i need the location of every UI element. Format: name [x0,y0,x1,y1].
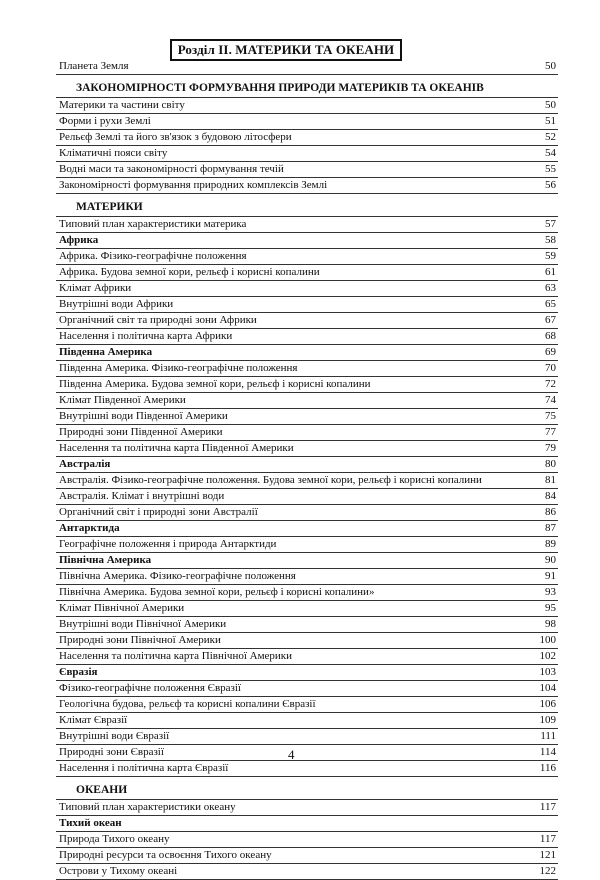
toc-row [56,601,558,617]
toc-row [56,473,558,489]
toc-entry-title: Внутрішні води Північної Америки [59,618,227,630]
toc-entry-page: 103 [539,666,556,678]
toc-entry-title: Австралія. Фізико-географічне положення. Будова земної кори, рельєф і корисні копалини [59,474,482,486]
toc-heading [56,80,558,98]
toc-row [56,162,558,178]
section-title: Розділ II. МАТЕРИКИ ТА ОКЕАНИ [170,39,402,61]
toc-row [56,505,558,521]
toc-row [56,848,558,864]
toc-entry-title: Північна Америка. Будова земної кори, рельєф і корисні копалини» [59,586,375,598]
toc-row [56,633,558,649]
toc-row [56,537,558,553]
toc-entry-title: ЗАКОНОМІРНОСТІ ФОРМУВАННЯ ПРИРОДИ МАТЕРИКІВ ТА ОКЕАНІВ [76,82,484,94]
toc-entry-page: 84 [545,490,556,502]
toc-entry-title: Африка. Фізико-географічне положення [59,250,247,262]
toc-entry-title: Геологічна будова, рельєф та корисні копалини Євразії [59,698,316,710]
toc-entry-title: Кліматичні пояси світу [59,147,168,159]
toc-entry-page: 109 [539,714,556,726]
toc-entry-title: Населення та політична карта Північної Америки [59,650,293,662]
toc-row [56,697,558,713]
toc-entry-title: Євразія [59,666,98,678]
toc-row [56,265,558,281]
toc-row [56,313,558,329]
toc-row [56,114,558,130]
toc-entry-page: 68 [545,330,556,342]
toc-entry-title: Африка [59,234,99,246]
toc-entry-page: 114 [539,746,556,758]
toc-row [56,729,558,745]
toc-entry-title: Природні зони Південної Америки [59,426,223,438]
toc-entry-page: 121 [539,849,556,861]
toc-entry-title: ОКЕАНИ [76,784,128,796]
toc-row [56,649,558,665]
toc-entry-page: 54 [545,147,556,159]
toc-entry-page: 59 [545,250,556,262]
toc-row [56,249,558,265]
toc-entry-page: 65 [545,298,556,310]
toc-entry-title: Географічне положення і природа Антарктиди [59,538,277,550]
toc-entry-title: Антарктида [59,522,120,534]
toc-entry-title: Населення та політична карта Південної Америки [59,442,294,454]
toc-row [56,59,558,75]
toc-entry-page: 52 [545,131,556,143]
toc-entry-page: 91 [545,570,556,582]
toc-entry-page: 95 [545,602,556,614]
toc-entry-title: Природні зони Північної Америки [59,634,221,646]
toc-entry-page: 75 [545,410,556,422]
toc-entry-title: Типовий план характеристики материка [59,218,247,230]
toc-entry-title: Австралія [59,458,111,470]
toc-row [56,178,558,194]
toc-entry-page: 98 [545,618,556,630]
toc-row [56,864,558,880]
toc-heading [56,199,558,217]
toc-entry-title: Острови у Тихому океані [59,865,178,877]
toc-entry-title: Внутрішні води Південної Америки [59,410,228,422]
toc-entry-title: Природні зони Євразії [59,746,164,758]
toc-entry-page: 61 [545,266,556,278]
toc-row [56,297,558,313]
toc-entry-page: 55 [545,163,556,175]
toc-row [56,345,558,361]
toc-entry-page: 106 [539,698,556,710]
table-of-contents [56,59,558,880]
toc-row [56,681,558,697]
toc-entry-title: Материки та частини світу [59,99,185,111]
toc-entry-page: 69 [545,346,556,358]
toc-row [56,713,558,729]
toc-entry-title: Клімат Африки [59,282,132,294]
toc-row [56,832,558,848]
toc-entry-page: 104 [539,682,556,694]
toc-entry-page: 86 [545,506,556,518]
toc-entry-title: Населення і політична карта Євразії [59,762,229,774]
toc-row [56,745,558,761]
toc-row [56,521,558,537]
toc-row [56,146,558,162]
toc-entry-page: 50 [545,60,556,72]
toc-entry-title: Клімат Південної Америки [59,394,186,406]
toc-entry-page: 51 [545,115,556,127]
toc-entry-page: 80 [545,458,556,470]
toc-entry-page: 72 [545,378,556,390]
toc-entry-page: 67 [545,314,556,326]
toc-entry-page: 57 [545,218,556,230]
toc-row [56,457,558,473]
toc-row [56,441,558,457]
toc-row [56,409,558,425]
toc-entry-page: 77 [545,426,556,438]
toc-entry-title: Південна Америка. Будова земної кори, рельєф і корисні копалини [59,378,371,390]
toc-row [56,617,558,633]
toc-entry-title: Фізико-географічне положення Євразії [59,682,241,694]
toc-entry-page: 90 [545,554,556,566]
toc-entry-title: Південна Америка [59,346,153,358]
toc-entry-title: Тихий океан [59,817,122,829]
toc-entry-title: Північна Америка [59,554,152,566]
toc-entry-page: 79 [545,442,556,454]
toc-entry-page: 102 [539,650,556,662]
toc-entry-page: 81 [545,474,556,486]
toc-row [56,233,558,249]
toc-entry-title: Рельєф Землі та його зв'язок з будовою літосфери [59,131,292,143]
toc-entry-title: Органічний світ і природні зони Австралії [59,506,258,518]
toc-entry-page: 70 [545,362,556,374]
toc-entry-title: Населення і політична карта Африки [59,330,233,342]
toc-entry-page: 122 [539,865,556,877]
toc-row [56,800,558,816]
toc-entry-title: Внутрішні води Африки [59,298,174,310]
toc-entry-page: 87 [545,522,556,534]
toc-entry-page: 100 [539,634,556,646]
toc-row [56,393,558,409]
toc-entry-page: 74 [545,394,556,406]
toc-row [56,553,558,569]
toc-entry-title: Клімат Євразії [59,714,128,726]
toc-entry-title: Внутрішні води Євразії [59,730,170,742]
toc-entry-title: Планета Земля [59,60,129,72]
toc-entry-page: 111 [540,730,556,742]
toc-entry-title: Клімат Північної Америки [59,602,185,614]
toc-row [56,361,558,377]
toc-entry-page: 58 [545,234,556,246]
toc-entry-page: 63 [545,282,556,294]
toc-row [56,217,558,233]
toc-heading [56,782,558,800]
toc-entry-title: Південна Америка. Фізико-географічне положення [59,362,298,374]
toc-row [56,585,558,601]
toc-entry-page: 117 [539,833,556,845]
toc-entry-title: Природні ресурси та освоєння Тихого океану [59,849,272,861]
toc-entry-title: Австралія. Клімат і внутрішні води [59,490,225,502]
toc-entry-title: Типовий план характеристики океану [59,801,236,813]
toc-entry-title: Природа Тихого океану [59,833,170,845]
toc-row [56,425,558,441]
toc-entry-page: 89 [545,538,556,550]
toc-entry-title: Закономірності формування природних комплексів Землі [59,179,328,191]
toc-row [56,816,558,832]
toc-entry-title: Водні маси та закономірності формування течій [59,163,284,175]
toc-entry-page: 56 [545,179,556,191]
toc-row [56,130,558,146]
toc-entry-page: 116 [539,762,556,774]
page-number: 4 [288,747,295,762]
toc-row [56,665,558,681]
toc-entry-page: 50 [545,99,556,111]
toc-row [56,489,558,505]
toc-row [56,329,558,345]
toc-row [56,281,558,297]
toc-row [56,377,558,393]
toc-row [56,98,558,114]
toc-entry-title: Форми і рухи Землі [59,115,151,127]
toc-row [56,761,558,777]
toc-entry-title: Африка. Будова земної кори, рельєф і корисні копалини [59,266,320,278]
toc-entry-title: МАТЕРИКИ [76,201,143,213]
toc-entry-page: 117 [539,801,556,813]
toc-row [56,569,558,585]
toc-entry-page: 93 [545,586,556,598]
toc-entry-title: Органічний світ та природні зони Африки [59,314,257,326]
toc-entry-title: Північна Америка. Фізико-географічне положення [59,570,296,582]
